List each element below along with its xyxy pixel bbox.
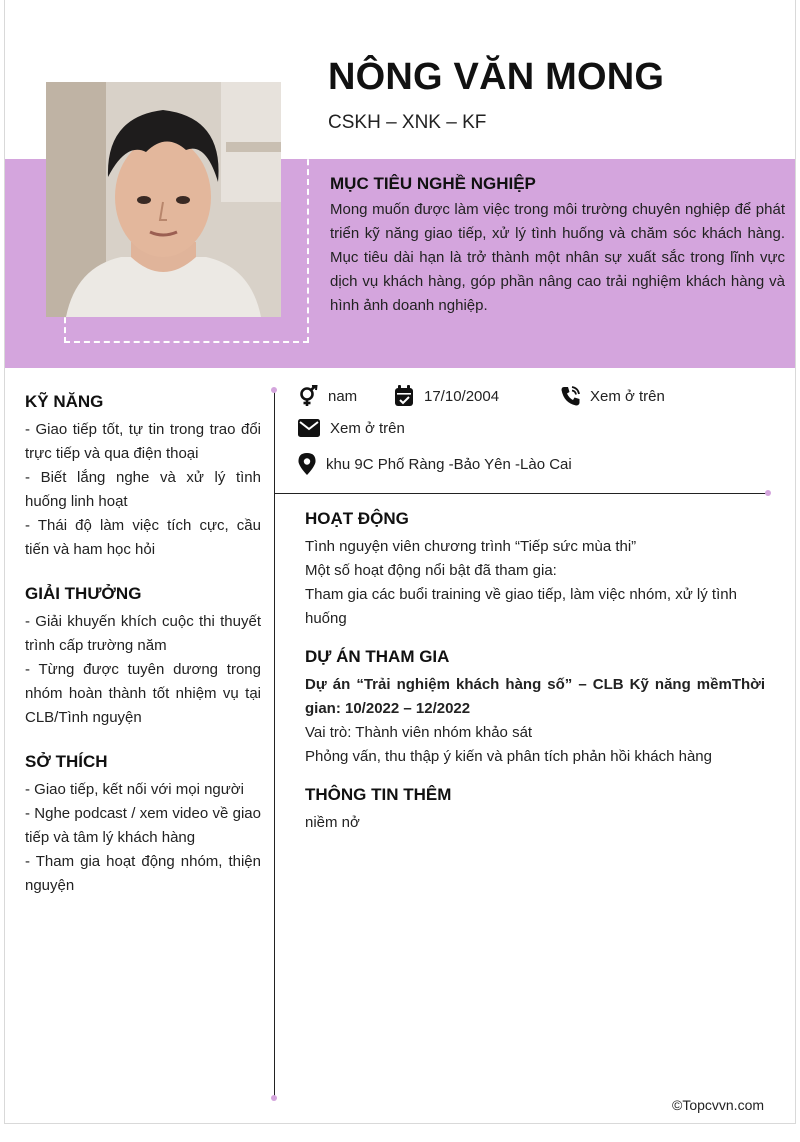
address-value: khu 9C Phố Ràng -Bảo Yên -Lào Cai [326,455,572,473]
phone-icon [560,385,580,407]
awards-title: GIẢI THƯỞNG [25,584,142,603]
gender-icon [298,385,318,407]
address-row [298,453,572,475]
hobby-item: - Giao tiếp, kết nối với mọi người [25,781,244,798]
career-objective-title: MỤC TIÊU NGHỀ NGHIỆP [330,174,536,193]
birthday-row [394,385,499,407]
email-row [298,419,405,437]
skill-item: - Giao tiếp tốt, tự tin trong trao đổi trực tiếp và qua điện thoại [25,421,261,462]
divider-dot-top [271,387,277,393]
left-column [25,392,261,920]
skills-section [25,392,261,562]
project-role: Vai trò: Thành viên nhóm khảo sát [305,724,533,741]
email-icon [298,419,320,437]
project-description: Phỏng vấn, thu thập ý kiến và phân tích phản hồi khách hàng [305,748,712,765]
award-item: - Từng được tuyên dương trong nhóm hoàn thành tốt nhiệm vụ tại CLB/Tình nguyện [25,661,261,726]
awards-section [25,584,261,730]
phone-row [560,385,665,407]
projects-section [305,647,765,769]
gender-row [298,385,357,407]
activity-item: Một số hoạt động nổi bật đã tham gia: [305,562,557,579]
footer-brand: ©Topcvvn.com [672,1097,765,1113]
email-value: Xem ở trên [330,419,405,437]
project-heading: Dự án “Trải nghiệm khách hàng số” – CLB Kỹ năng mềmThời gian: 10/2022 – 12/2022 [305,676,765,717]
hobby-item: - Tham gia hoạt động nhóm, thiện nguyện [25,853,261,894]
activity-item: Tình nguyện viên chương trình “Tiếp sức mùa thi” [305,538,637,555]
career-objective-section [330,174,785,318]
projects-title: DỰ ÁN THAM GIA [305,647,450,666]
candidate-name: NÔNG VĂN MONG [328,56,665,98]
more-info-text: niềm nở [305,814,360,831]
column-divider [274,390,275,1098]
calendar-icon [394,385,414,407]
award-item: - Giải khuyến khích cuộc thi thuyết trình cấp trường năm [25,613,261,654]
job-title: CSKH – XNK – KF [328,112,487,133]
more-info-section [305,785,765,835]
birthday-value: 17/10/2004 [424,387,500,405]
hobbies-section [25,752,261,898]
profile-photo [46,82,281,317]
skills-title: KỸ NĂNG [25,392,104,411]
activities-section [305,509,765,631]
activity-item: Tham gia các buổi training về giao tiếp, làm việc nhóm, xử lý tình huống [305,586,737,627]
activities-title: HOẠT ĐỘNG [305,509,409,528]
skill-item: - Biết lắng nghe và xử lý tình huống linh hoạt [25,469,261,510]
profile-photo-illustration [46,82,281,317]
divider-dot-bottom [271,1095,277,1101]
career-objective-text: Mong muốn được làm việc trong môi trường chuyên nghiệp để phát triển kỹ năng giao tiếp, xử lý tình huống và chăm sóc khách hàng. Mục tiêu dài hạn là trở thành một nhân sự xuất sắc trong lĩnh vực dịch vụ khách hàng, góp phần nâng cao trải nghiệm khách hàng và hình ảnh doanh nghiệp. [330,201,785,314]
hobbies-title: SỞ THÍCH [25,752,108,771]
skill-item: - Thái độ làm việc tích cực, cầu tiến và ham học hỏi [25,517,261,558]
hobby-item: - Nghe podcast / xem video về giao tiếp và tâm lý khách hàng [25,805,261,846]
more-info-title: THÔNG TIN THÊM [305,785,452,804]
divider-dot-right [765,490,771,496]
right-column [305,509,765,851]
phone-value: Xem ở trên [590,387,665,405]
gender-value: nam [328,387,358,405]
contact-divider [274,493,768,494]
location-icon [298,453,316,475]
